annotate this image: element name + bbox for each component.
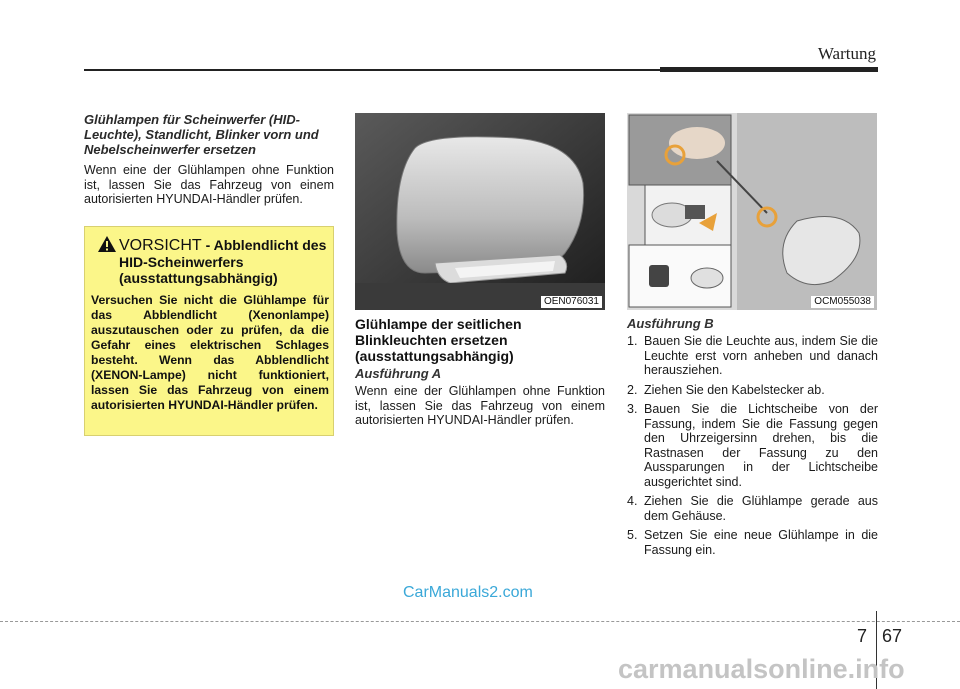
replacement-steps xyxy=(627,334,878,562)
side-repeater-illustration xyxy=(627,113,877,310)
caution-heading xyxy=(119,237,329,286)
footer-rule xyxy=(0,621,960,622)
list-item: 4. Ziehen Sie die Glühlampe gerade aus dem Gehäuse. xyxy=(627,494,878,523)
side-repeater-heading: Glühlampe der seitlichen Blinkleuchten ersetzen (ausstattungsabhängig) xyxy=(355,316,522,364)
left-body: Wenn eine der Glühlampen ohne Funktion ist, lassen Sie das Fahrzeug von einem autorisierten HYUNDAI-Händler prüfen. xyxy=(84,163,334,206)
mirror-photo xyxy=(355,113,605,310)
list-item: 3. Bauen Sie die Lichtscheibe von der Fassung, indem Sie die Fassung gegen den Uhrzeigersinn drehen, bis die Rastnasen der Fassung zu den Aussparungen in der Lichtscheibe ausgerichtet sind. xyxy=(627,402,878,489)
site-watermark: carmanualsonline.info xyxy=(618,654,905,684)
middle-body: Wenn eine der Glühlampen ohne Funktion ist, lassen Sie das Fahrzeug von einem autorisierten HYUNDAI-Händler prüfen. xyxy=(355,384,605,427)
image-label-mirror: OEN076031 xyxy=(541,296,602,308)
variant-b-label: Ausführung B xyxy=(627,316,714,331)
header-rule-accent xyxy=(660,67,878,72)
warning-triangle-icon xyxy=(97,235,117,253)
left-heading: Glühlampen für Scheinwerfer (HID-Leuchte), Standlicht, Blinker vorn und Nebelscheinwerfer ersetzen xyxy=(84,112,319,157)
image-label-repeater: OCM055038 xyxy=(811,296,874,308)
chapter-number: 7 xyxy=(857,626,868,646)
caution-box xyxy=(84,226,334,436)
caution-title: - Abblendlicht des HID-Scheinwerfers (ausstattungsabhängig) xyxy=(119,237,327,286)
page-number: 67 xyxy=(882,626,903,646)
list-item: 1. Bauen Sie die Leuchte aus, indem Sie die Leuchte erst vorn anheben und danach herausziehen. xyxy=(627,334,878,377)
header-rule xyxy=(84,69,660,71)
variant-a-label: Ausführung A xyxy=(355,366,442,381)
list-item: 5. Setzen Sie eine neue Glühlampe in die Fassung ein. xyxy=(627,528,878,557)
list-item: 2. Ziehen Sie den Kabelstecker ab. xyxy=(627,382,825,397)
caution-label: VORSICHT xyxy=(119,237,202,254)
mirror-illustration xyxy=(355,113,605,310)
side-repeater-photo xyxy=(627,113,877,310)
section-title: Wartung xyxy=(817,44,876,63)
watermark-link[interactable]: CarManuals2.com xyxy=(403,584,533,601)
caution-body: Versuchen Sie nicht die Glühlampe für das Abblendlicht (Xenonlampe) auszutauschen oder zu prüfen, da die Gefahr eines elektrischen Schlages besteht. Wenn das Abblendlicht (XENON-Lampe) nicht funktioniert, lassen Sie das Fahrzeug von einem autorisierten HYUNDAI-Händler prüfen. xyxy=(91,293,329,412)
left-column xyxy=(84,112,334,207)
